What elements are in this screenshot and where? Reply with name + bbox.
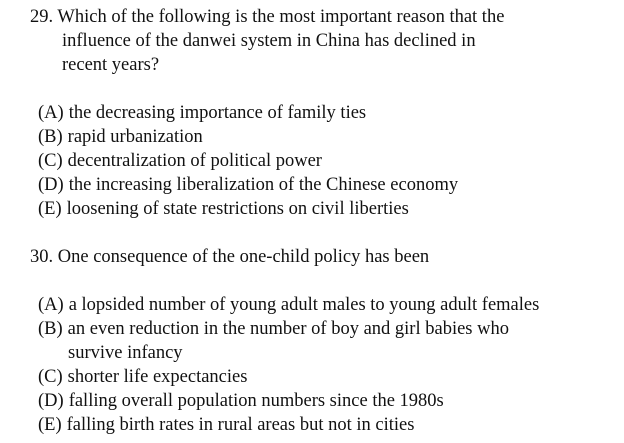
option-text: decentralization of political power	[67, 151, 322, 171]
answer-option-e	[38, 413, 414, 437]
option-letter: (A)	[38, 295, 64, 315]
answer-option-c	[38, 149, 322, 173]
answer-option-d	[38, 389, 444, 413]
question-stem-line	[30, 245, 429, 269]
question-stem-line: recent years?	[62, 55, 160, 75]
option-text: an even reduction in the number of boy and girl babies who	[67, 319, 509, 339]
question-number: 29.	[30, 7, 54, 27]
option-letter: (E)	[38, 199, 62, 219]
option-letter: (C)	[38, 367, 63, 387]
option-text: falling birth rates in rural areas but not in cities	[66, 415, 415, 435]
answer-option-a	[38, 293, 539, 317]
answer-option-b	[38, 317, 509, 341]
answer-option-e	[38, 197, 409, 221]
option-text: the decreasing importance of family ties	[68, 103, 367, 123]
answer-option-d	[38, 173, 458, 197]
option-text: loosening of state restrictions on civil liberties	[66, 199, 409, 219]
answer-option-a	[38, 101, 366, 125]
question-stem-text: One consequence of the one-child policy has been	[57, 247, 430, 267]
answer-option-b	[38, 125, 203, 149]
option-letter: (B)	[38, 319, 63, 339]
option-text: the increasing liberalization of the Chinese economy	[68, 175, 459, 195]
option-letter: (D)	[38, 391, 64, 411]
option-text: rapid urbanization	[67, 127, 203, 147]
option-letter: (C)	[38, 151, 63, 171]
option-letter: (E)	[38, 415, 62, 435]
option-text: falling overall population numbers since the 1980s	[68, 391, 444, 411]
option-letter: (A)	[38, 103, 64, 123]
option-text: shorter life expectancies	[67, 367, 248, 387]
answer-option-c	[38, 365, 247, 389]
question-stem-text: Which of the following is the most important reason that the	[57, 7, 505, 27]
option-text-continuation: survive infancy	[68, 343, 183, 363]
question-stem-line: influence of the danwei system in China has declined in	[62, 31, 476, 51]
question-number: 30.	[30, 247, 54, 267]
option-letter: (B)	[38, 127, 63, 147]
option-text: a lopsided number of young adult males to young adult females	[68, 295, 540, 315]
option-letter: (D)	[38, 175, 64, 195]
question-stem-line	[30, 5, 504, 29]
